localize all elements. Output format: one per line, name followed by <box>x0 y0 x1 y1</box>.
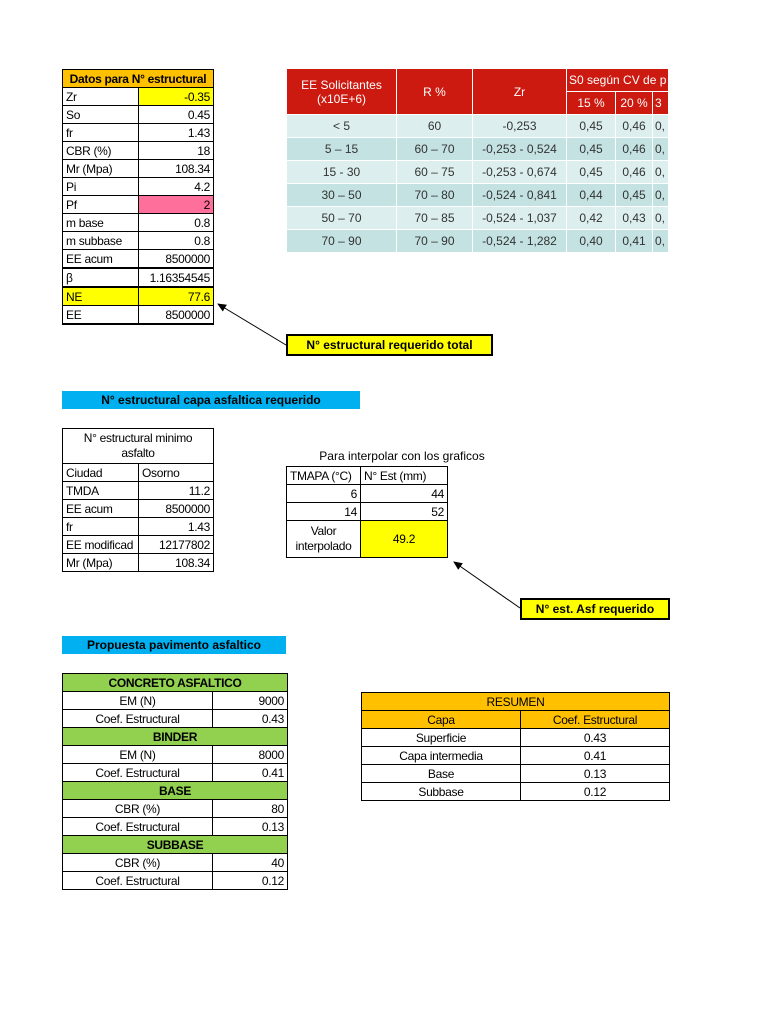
ref-cell: 60 <box>397 115 473 138</box>
datos-label: m base <box>63 214 139 232</box>
datos-header: Datos para N° estructural <box>63 70 214 88</box>
ref-cell: -0,253 - 0,524 <box>473 138 567 161</box>
interp-caption: Para interpolar con los graficos <box>319 449 485 463</box>
datos-label: NE <box>63 287 139 306</box>
interp-header-nest: N° Est (mm) <box>361 467 448 485</box>
resumen-header-capa: Capa <box>362 711 521 729</box>
prop-value[interactable]: 9000 <box>213 692 288 710</box>
prop-label: CBR (%) <box>63 854 213 872</box>
datos-value[interactable]: 77.6 <box>139 287 214 306</box>
ref-cell: 0,46 <box>616 161 653 184</box>
prop-label: Coef. Estructural <box>63 818 213 836</box>
minimo-label: Mr (Mpa) <box>63 554 139 572</box>
ref-cell: -0,253 <box>473 115 567 138</box>
note-total: N° estructural requerido total <box>286 334 493 356</box>
minimo-label: Ciudad <box>63 464 139 482</box>
ref-cell: -0,253 - 0,674 <box>473 161 567 184</box>
ref-cell: 70 – 85 <box>397 207 473 230</box>
ref-cell: < 5 <box>287 115 397 138</box>
datos-value[interactable]: 4.2 <box>139 178 214 196</box>
minimo-label: fr <box>63 518 139 536</box>
ref-header-15: 15 % <box>567 92 616 115</box>
ref-cell: 0,45 <box>616 184 653 207</box>
prop-value[interactable]: 0.12 <box>213 872 288 890</box>
interp-nest[interactable]: 44 <box>361 485 448 503</box>
interp-valor-label: Valor interpolado <box>287 521 361 558</box>
datos-label: Pf <box>63 196 139 214</box>
prop-value[interactable]: 0.13 <box>213 818 288 836</box>
ref-cell: 50 – 70 <box>287 207 397 230</box>
ref-cell: 0,45 <box>567 161 616 184</box>
interp-tmapa[interactable]: 14 <box>287 503 361 521</box>
ref-cell: -0,524 - 0,841 <box>473 184 567 207</box>
prop-label: Coef. Estructural <box>63 764 213 782</box>
ref-cell: 0,45 <box>567 115 616 138</box>
section-title: BASE <box>63 782 288 800</box>
resumen-coef: 0.12 <box>521 783 670 801</box>
ref-cell: 0,40 <box>567 230 616 253</box>
ref-header-r: R % <box>397 69 473 115</box>
interp-header-tmapa: TMAPA (°C) <box>287 467 361 485</box>
ref-header-3: 3 <box>653 92 669 115</box>
resumen-table <box>361 692 670 801</box>
ref-cell: 0,42 <box>567 207 616 230</box>
ref-cell: 30 – 50 <box>287 184 397 207</box>
ref-cell: 0, <box>653 230 669 253</box>
minimo-value[interactable]: 11.2 <box>139 482 214 500</box>
datos-label: Mr (Mpa) <box>63 160 139 178</box>
resumen-header-coef: Coef. Estructural <box>521 711 670 729</box>
minimo-label: EE modificad <box>63 536 139 554</box>
datos-value[interactable]: -0.35 <box>139 88 214 106</box>
datos-value[interactable]: 8500000 <box>139 306 214 325</box>
ref-cell: 70 – 90 <box>287 230 397 253</box>
minimo-header: N° estructural minimo asfalto <box>63 429 214 464</box>
ref-cell: 0, <box>653 161 669 184</box>
datos-label: So <box>63 106 139 124</box>
ref-cell: 5 – 15 <box>287 138 397 161</box>
minimo-value[interactable]: 12177802 <box>139 536 214 554</box>
interp-valor[interactable]: 49.2 <box>361 521 448 558</box>
datos-label: fr <box>63 124 139 142</box>
ref-cell: 0,43 <box>616 207 653 230</box>
ref-cell: 0,46 <box>616 138 653 161</box>
prop-label: EM (N) <box>63 692 213 710</box>
arrow-to-interpolado <box>454 562 520 608</box>
prop-value[interactable]: 40 <box>213 854 288 872</box>
arrow-to-ne <box>218 304 286 345</box>
minimo-table <box>62 428 214 572</box>
prop-label: Coef. Estructural <box>63 872 213 890</box>
ref-cell: 60 – 70 <box>397 138 473 161</box>
datos-value[interactable]: 0.45 <box>139 106 214 124</box>
datos-label: EE <box>63 306 139 325</box>
datos-label: EE acum <box>63 250 139 269</box>
ref-cell: -0,524 - 1,282 <box>473 230 567 253</box>
datos-value[interactable]: 1.43 <box>139 124 214 142</box>
prop-label: EM (N) <box>63 746 213 764</box>
ref-cell: 0, <box>653 207 669 230</box>
ref-header-s0: S0 según CV de p <box>567 69 669 92</box>
ref-cell: 0,44 <box>567 184 616 207</box>
prop-label: Coef. Estructural <box>63 710 213 728</box>
datos-label: m subbase <box>63 232 139 250</box>
ref-header-ee: EE Solicitantes (x10E+6) <box>287 69 397 115</box>
ref-cell: 0, <box>653 184 669 207</box>
ref-header-20: 20 % <box>616 92 653 115</box>
ref-cell: 15 - 30 <box>287 161 397 184</box>
ref-cell: 0,45 <box>567 138 616 161</box>
minimo-value[interactable]: 108.34 <box>139 554 214 572</box>
datos-value[interactable]: 8500000 <box>139 250 214 269</box>
banner-propuesta: Propuesta pavimento asfaltico <box>62 636 286 654</box>
propuesta-table <box>62 673 288 890</box>
minimo-label: TMDA <box>63 482 139 500</box>
ref-header-zr: Zr <box>473 69 567 115</box>
minimo-label: EE acum <box>63 500 139 518</box>
datos-value[interactable]: 108.34 <box>139 160 214 178</box>
resumen-capa: Base <box>362 765 521 783</box>
ref-cell: 70 – 80 <box>397 184 473 207</box>
note-asf: N° est. Asf requerido <box>520 598 670 620</box>
banner-asfaltica: N° estructural capa asfaltica requerido <box>62 391 360 409</box>
prop-value[interactable]: 8000 <box>213 746 288 764</box>
prop-value[interactable]: 0.43 <box>213 710 288 728</box>
section-title: SUBBASE <box>63 836 288 854</box>
interp-nest[interactable]: 52 <box>361 503 448 521</box>
interp-tmapa[interactable]: 6 <box>287 485 361 503</box>
resumen-capa: Subbase <box>362 783 521 801</box>
section-title: BINDER <box>63 728 288 746</box>
datos-label: β <box>63 268 139 287</box>
interp-table <box>286 466 448 558</box>
datos-value[interactable]: 0.8 <box>139 214 214 232</box>
resumen-capa: Superficie <box>362 729 521 747</box>
resumen-capa: Capa intermedia <box>362 747 521 765</box>
resumen-title: RESUMEN <box>362 693 670 711</box>
resumen-coef: 0.13 <box>521 765 670 783</box>
ref-cell: 70 – 90 <box>397 230 473 253</box>
ref-cell: 0,41 <box>616 230 653 253</box>
ref-cell: 0, <box>653 115 669 138</box>
ref-cell: 0,46 <box>616 115 653 138</box>
ref-cell: -0,524 - 1,037 <box>473 207 567 230</box>
datos-value[interactable]: 2 <box>139 196 214 214</box>
minimo-value[interactable]: 1.43 <box>139 518 214 536</box>
prop-value[interactable]: 0.41 <box>213 764 288 782</box>
datos-label: Pi <box>63 178 139 196</box>
minimo-value[interactable]: Osorno <box>139 464 214 482</box>
datos-label: CBR (%) <box>63 142 139 160</box>
prop-value[interactable]: 80 <box>213 800 288 818</box>
datos-label: Zr <box>63 88 139 106</box>
section-title: CONCRETO ASFALTICO <box>63 674 288 692</box>
ref-cell: 0, <box>653 138 669 161</box>
datos-value[interactable]: 18 <box>139 142 214 160</box>
resumen-coef: 0.43 <box>521 729 670 747</box>
prop-label: CBR (%) <box>63 800 213 818</box>
datos-value[interactable]: 1.16354545 <box>139 268 214 287</box>
resumen-coef: 0.41 <box>521 747 670 765</box>
datos-value[interactable]: 0.8 <box>139 232 214 250</box>
ref-cell: 60 – 75 <box>397 161 473 184</box>
minimo-value[interactable]: 8500000 <box>139 500 214 518</box>
